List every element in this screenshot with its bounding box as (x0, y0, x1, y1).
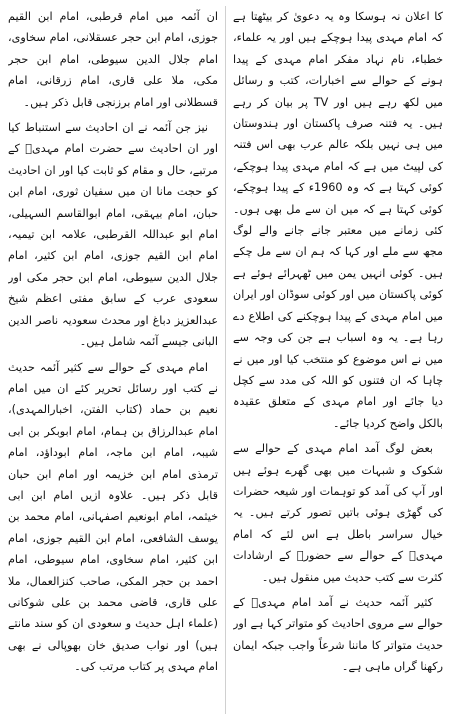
paragraph: نیز جن آئمہ نے ان احادیث سے استنباط کیا اور ان احادیث سے حضرت امام مہدیؑ کے مرتبے، حال و مقام کو ثابت کیا اور ان احادیث کو حجت مانا ان میں سفیان ثوری، امام ابن حبان، امام بیہقی، امام ابوالقاسم السہیلی، امام ابو عبداللہ القرطبی، علامہ ابن تیمیہ، امام ابن القیم جوزی، امام ابن کثیر، امام جلال الدین سیوطی، امام ابن حجر مکی اور سعودی عرب کے سابق مفتی اعظم شیخ عبدالعزیز دباغ اور محدث سعودیہ ناصر الدین البانی جیسے آئمہ شامل ہیں۔ (8, 121, 218, 349)
column-divider (225, 6, 226, 714)
paragraph: بعض لوگ آمد امام مہدی کے حوالے سے شکوک و شبہات میں بھی گھرے ہوئے ہیں اور آپ کی آمد کو توہمات اور شیعہ حضرات کی گھڑی ہوئی باتیں تصور کرتے ہیں۔ یہ خیال سراسر باطل ہے اس لئے کہ امام مہدیؑ کے حوالے سے حضورؐ کے ارشادات کثرت سے کتب حدیث میں منقول ہیں۔ (233, 442, 443, 584)
paragraph: ان آئمہ میں امام قرطبی، امام ابن القیم جوزی، امام ابن حجر عسقلانی، امام سخاوی، امام جلال الدین سیوطی، امام ابن حجر مکی، ملا علی قاری، امام زرقانی، امام قسطلانی اور امام برزنجی قابل ذکر ہیں۔ (8, 10, 218, 109)
paragraph: کثیر آئمہ حدیث نے آمد امام مہدیؑ کے حوالے سے مروی احادیث کو متواتر کہا ہے اور حدیث متواتر کا ماننا شرعاً واجب جبکہ ایمان رکھنا گراں ماہی ہے۔ (233, 595, 443, 674)
paragraph: کا اعلان نہ ہوسکا وہ یہ دعویٰ کر بیٹھتا ہے کہ امام مہدی پیدا ہوچکے ہیں اور یہ علماء، خطباء، نام نہاد مفکر امام مہدی کے پیدا ہونے کے حوالے سے اخبارات، کتب و رسائل میں لکھ رہے ہیں اور TV پر بیان کر رہے ہیں۔ یہ فتنہ صرف پاکستان اور ہندوستان میں ہی نہیں بلکہ عالم عرب بھی اس فتنہ کی لپیٹ میں ہے کہ امام مہدی پیدا ہوچکے، کوئی کہتا ہے کہ وہ 1960ء کے پیدا ہوچکے، کوئی کہتا ہے کہ میں ان سے مل بھی ہوں۔ کئی زمانے میں معتبر جانے جانے والے لوگ مجھ سے ملے اور کہا کہ ہم ان سے مل چکے ہیں۔ کوئی انہیں یمن میں ٹھہرائے ہوئے ہے کوئی پاکستان میں اور کوئی سوڈان اور ایران میں امام مہدی کے پیدا ہوچکنے کی اطلاع دے رہا ہے۔ یہ وہ اسباب ہے جن کی وجہ سے میں نے اس موضوع کو منتخب کیا اور میں نے چاہا کہ ان فتنوں کو اللہ کی مدد سے کچل دیا جائے اور امام مہدی کے متعلق عقیدہ بالکل واضح کردیا جائے۔ (233, 10, 443, 430)
left-column (8, 6, 218, 714)
paragraph: امام مہدی کے حوالے سے کثیر آئمہ حدیث نے کتب اور رسائل تحریر کئے ان میں امام نعیم بن حماد (کتاب الفتن، اخبارالمہدی)، امام عبدالرزاق بن ہمام، امام ابوبکر بن ابی شیبہ، امام ابن ماجہ، امام ابوداؤد، امام ترمذی امام ابن خزیمہ اور امام ابن حبان قابل ذکر ہیں۔ علاوہ ازیں امام ابن ابی خیثمہ، امام ابونعیم اصفہانی، امام محمد بن یوسف الشافعی، امام ابن القیم جوزی، امام ابن کثیر، امام سخاوی، امام سیوطی، امام احمد بن حجر المکی، صاحب کنزالعمال، ملا علی قاری، قاضی محمد بن علی شوکانی (علماء اہل حدیث و سعودی ان کو سند مانتے ہیں) اور نواب صدیق خان بھوپالی نے بھی امام مہدی پر کتاب مرتب کی۔ (8, 360, 218, 674)
two-column-layout (8, 6, 443, 714)
right-column (233, 6, 443, 714)
